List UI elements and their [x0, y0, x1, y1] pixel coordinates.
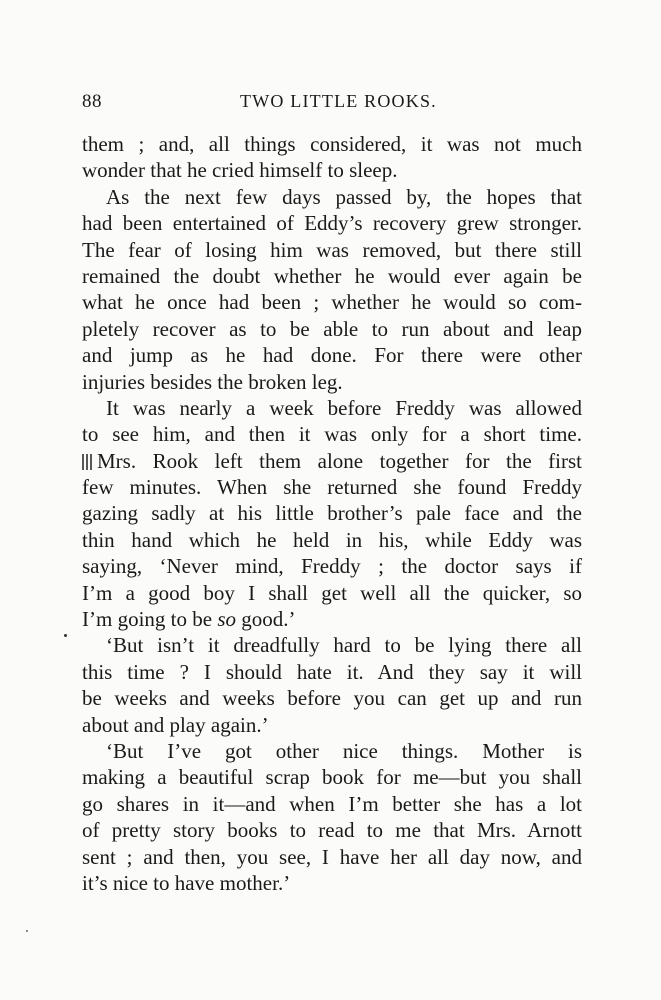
page-header: [82, 91, 582, 117]
italic-emphasis: so: [217, 607, 236, 632]
text-line: remained the doubt whether he would ever again be: [82, 263, 582, 288]
text-line: making a beautiful scrap book for me—but you shall: [82, 765, 582, 790]
text-line: I’m a good boy I shall get well all the quicker, so: [82, 580, 582, 605]
text-line: thin hand which he held in his, while Eddy was: [82, 527, 582, 552]
text-line: be weeks and weeks before you can get up and run: [82, 686, 582, 711]
text-line: It was nearly a week before Freddy was allowed: [106, 395, 582, 420]
text-line: wonder that he cried himself to sleep.: [82, 158, 398, 183]
page-number: 88: [82, 91, 102, 112]
text-line: The fear of losing him was removed, but there still: [82, 237, 582, 262]
text-line: to see him, and then it was only for a short time.: [82, 422, 582, 447]
text-line: this time ? I should hate it. And they say it will: [82, 659, 582, 684]
text-line: of pretty story books to read to me that Mrs. Arnott: [82, 818, 582, 843]
running-head: TWO LITTLE ROOKS.: [240, 91, 437, 111]
text-line: ‘But isn’t it dreadfully hard to be lying there all: [106, 633, 582, 658]
body-text: [82, 131, 582, 896]
text-line: [82, 606, 582, 632]
margin-speck: [64, 634, 67, 637]
text-line: it’s nice to have mother.’: [82, 870, 291, 895]
text-line: pletely recover as to be able to run about and leap: [82, 316, 582, 341]
text-line-with-blot: [82, 448, 582, 474]
text-line: gazing sadly at his little brother’s pale face and the: [82, 501, 582, 526]
text-segment: good.’: [236, 607, 296, 632]
ink-blot-mark: [82, 454, 96, 470]
text-line: them ; and, all things considered, it was not much: [82, 132, 582, 156]
text-line: and jump as he had done. For there were other: [82, 343, 582, 368]
margin-speck: [26, 930, 28, 932]
text-line: sent ; and then, you see, I have her all day now, and: [82, 844, 582, 869]
text-line: had been entertained of Eddy’s recovery grew stronger.: [82, 211, 582, 236]
text-line: injuries besides the broken leg.: [82, 369, 343, 394]
text-line: few minutes. When she returned she found Freddy: [82, 475, 582, 500]
text-line: what he once had been ; whether he would so com-: [82, 290, 582, 315]
text-line: saying, ‘Never mind, Freddy ; the doctor says if: [82, 554, 582, 579]
text-line: As the next few days passed by, the hopes that: [106, 184, 582, 209]
text-segment: I’m going to be: [82, 607, 218, 632]
text-line: go shares in it—and when I’m better she has a lot: [82, 791, 582, 816]
text-segment: Mrs. Rook left them alone together for the first: [97, 448, 582, 473]
text-line: about and play again.’: [82, 712, 269, 737]
text-line: ‘But I’ve got other nice things. Mother is: [106, 738, 582, 763]
